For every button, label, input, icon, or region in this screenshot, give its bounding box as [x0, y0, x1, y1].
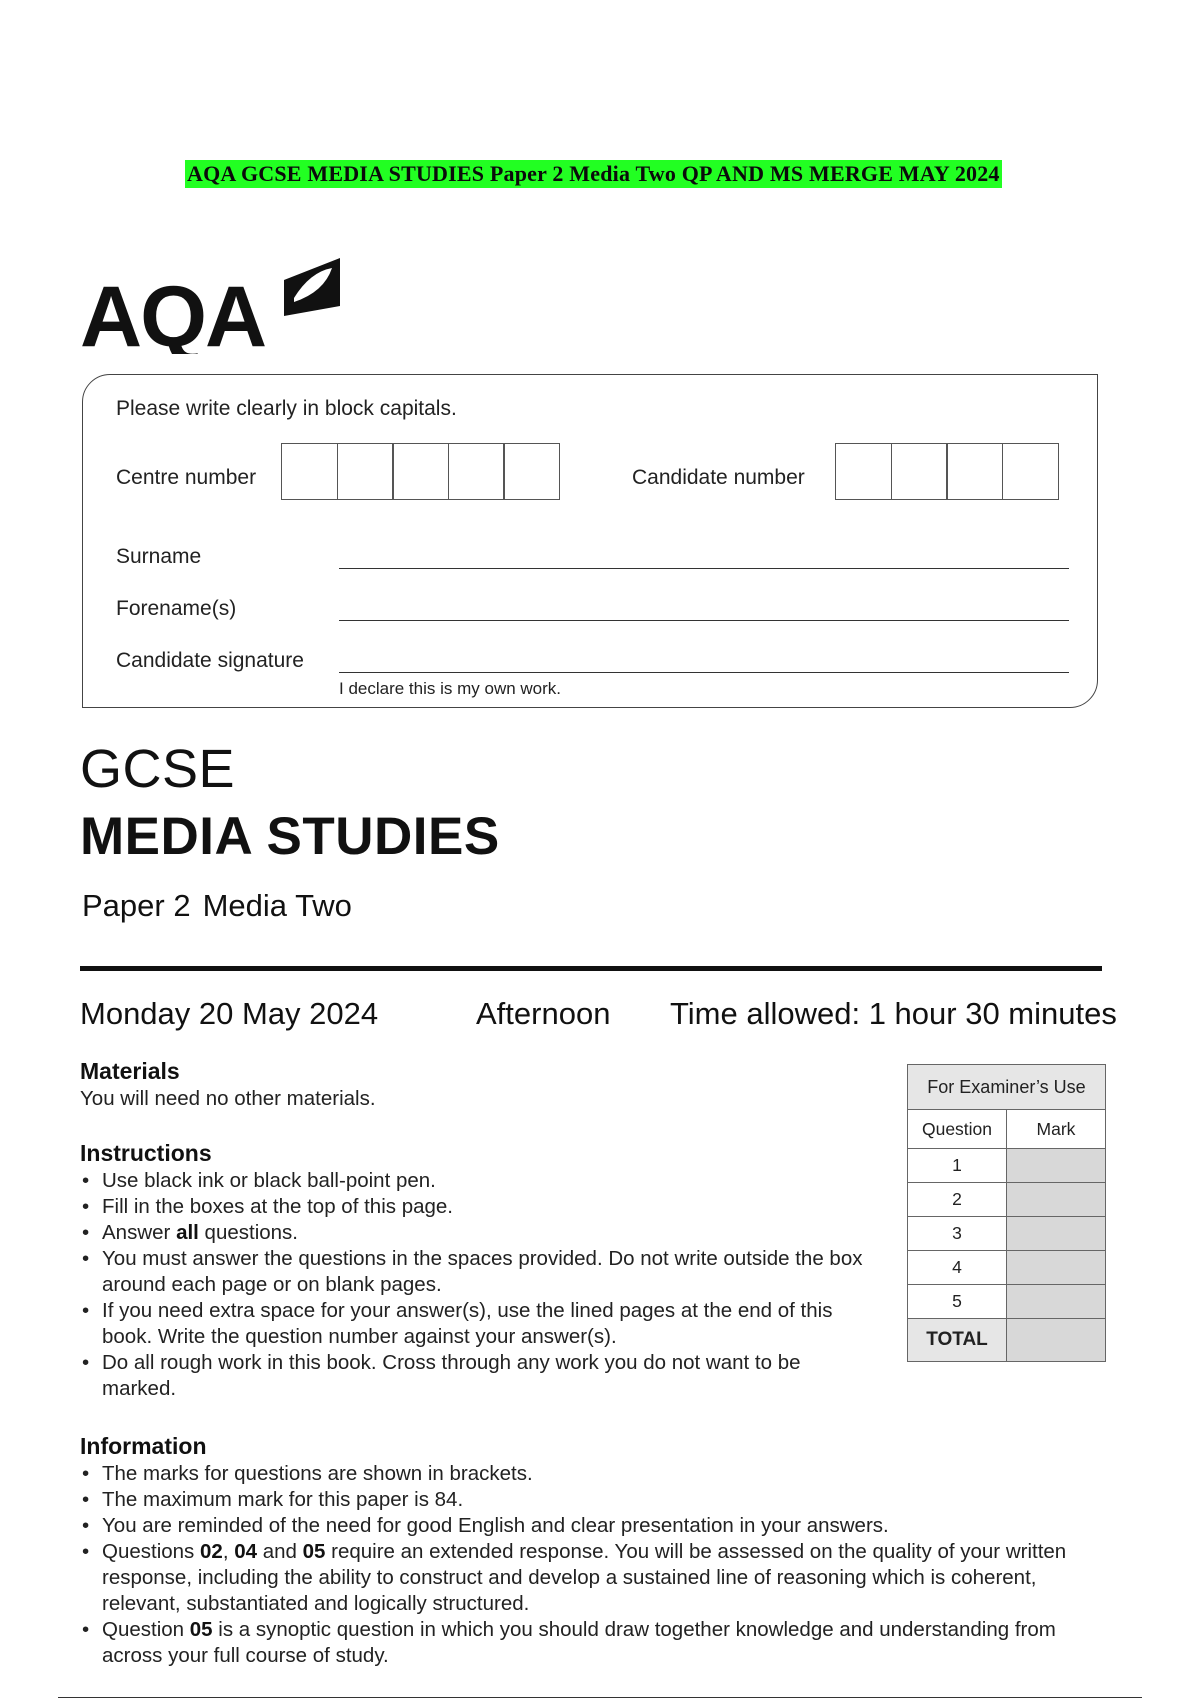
list-item: • Fill in the boxes at the top of this page.: [80, 1194, 870, 1220]
aqa-logo: [80, 258, 345, 359]
instructions-heading: Instructions: [80, 1140, 212, 1166]
list-item: • The marks for questions are shown in brackets.: [80, 1461, 1100, 1487]
candidate-number-label: Candidate number: [632, 466, 805, 489]
centre-number-cell[interactable]: [448, 443, 505, 500]
question-number: 1: [908, 1149, 1007, 1183]
table-row: [908, 1251, 1106, 1285]
exam-date: Monday 20 May 2024: [80, 996, 379, 1031]
examiners-use-table: [907, 1064, 1106, 1362]
block-capitals-instruction: Please write clearly in block capitals.: [116, 397, 457, 420]
total-label: TOTAL: [908, 1319, 1007, 1362]
list-item: • You must answer the questions in the spaces provided. Do not write outside the box around each page or on blank pages.: [80, 1246, 870, 1298]
document-title-banner: AQA GCSE MEDIA STUDIES Paper 2 Media Two QP AND MS MERGE MAY 2024: [187, 161, 1000, 186]
question-number: 2: [908, 1183, 1007, 1217]
question-number: 5: [908, 1285, 1007, 1319]
list-item: • The maximum mark for this paper is 84.: [80, 1487, 1100, 1513]
materials-heading: Materials: [80, 1058, 180, 1084]
time-allowed: Time allowed: 1 hour 30 minutes: [670, 996, 1117, 1031]
exam-session: Afternoon: [476, 996, 611, 1031]
information-heading: Information: [80, 1433, 207, 1459]
centre-number-boxes[interactable]: [281, 443, 559, 500]
paper-title: [82, 888, 364, 924]
centre-number-label: Centre number: [116, 466, 257, 489]
centre-number-cell[interactable]: [392, 443, 449, 500]
table-row: [908, 1183, 1106, 1217]
surname-label: Surname: [116, 545, 202, 568]
list-item: • If you need extra space for your answer(s), use the lined pages at the end of this book. Write the question number against your answer(s).: [80, 1298, 870, 1350]
list-item: • Do all rough work in this book. Cross through any work you do not want to be marked.: [80, 1350, 870, 1402]
page-footer-rule: [58, 1697, 1142, 1698]
list-item: • Answer all questions.: [80, 1220, 870, 1246]
total-mark-cell: [1007, 1319, 1106, 1362]
candidate-details-box: [82, 374, 1098, 708]
declaration-text: I declare this is my own work.: [339, 679, 562, 698]
candidate-number-cell[interactable]: [946, 443, 1003, 500]
centre-number-cell[interactable]: [281, 443, 338, 500]
title-divider: [80, 966, 1102, 971]
table-row: [908, 1217, 1106, 1251]
table-row: [908, 1149, 1106, 1183]
candidate-number-cell[interactable]: [1002, 443, 1059, 500]
subject-title: MEDIA STUDIES: [80, 807, 500, 866]
examiners-use-heading: For Examiner’s Use: [908, 1065, 1106, 1110]
aqa-leaf-icon: [80, 258, 345, 354]
instructions-list: [80, 1168, 870, 1402]
list-item: • Questions 02, 04 and 05 require an extended response. You will be assessed on the quality of your written response, including the ability to construct and develop a sustained line of reasoning which is coherent, relevant, substantiated and logically structured.: [80, 1539, 1100, 1617]
mark-cell: [1007, 1251, 1106, 1285]
forenames-label: Forename(s): [116, 597, 237, 620]
centre-number-cell[interactable]: [503, 443, 560, 500]
surname-field[interactable]: [339, 568, 1069, 569]
mark-cell: [1007, 1285, 1106, 1319]
signature-field[interactable]: [339, 672, 1069, 673]
mark-cell: [1007, 1149, 1106, 1183]
paper-name: Media Two: [202, 888, 352, 923]
qualification-level: GCSE: [80, 739, 236, 799]
table-row: [908, 1319, 1106, 1362]
list-item: • Use black ink or black ball-point pen.: [80, 1168, 870, 1194]
table-row: [908, 1285, 1106, 1319]
candidate-number-cell[interactable]: [835, 443, 892, 500]
candidate-number-cell[interactable]: [891, 443, 948, 500]
information-list: [80, 1461, 1100, 1669]
candidate-number-boxes[interactable]: [835, 443, 1057, 500]
list-item: • Question 05 is a synoptic question in which you should draw together knowledge and understanding from across your full course of study.: [80, 1617, 1100, 1669]
signature-label: Candidate signature: [116, 649, 304, 672]
question-column-header: Question: [908, 1110, 1007, 1149]
paper-number: Paper 2: [82, 888, 191, 923]
mark-cell: [1007, 1217, 1106, 1251]
question-number: 4: [908, 1251, 1007, 1285]
centre-number-cell[interactable]: [337, 443, 394, 500]
logo-text: AQA: [80, 269, 266, 354]
mark-cell: [1007, 1183, 1106, 1217]
mark-column-header: Mark: [1007, 1110, 1106, 1149]
question-number: 3: [908, 1217, 1007, 1251]
forenames-field[interactable]: [339, 620, 1069, 621]
materials-text: You will need no other materials.: [80, 1087, 376, 1110]
list-item: • You are reminded of the need for good English and clear presentation in your answers.: [80, 1513, 1100, 1539]
